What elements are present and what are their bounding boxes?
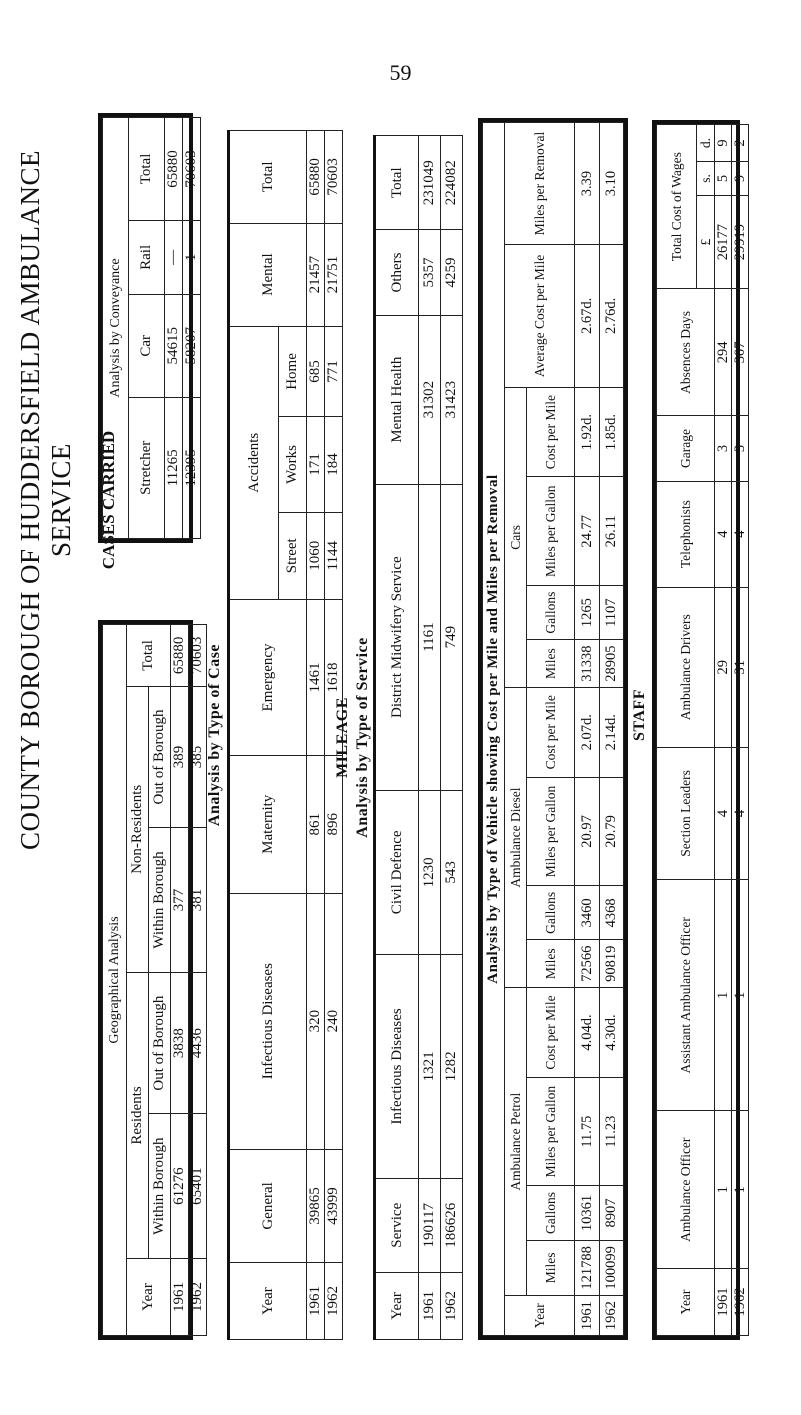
table-row: 1962 43999 240 896 1618 1144 184 771 21751 70603 xyxy=(324,131,342,1340)
page-title: COUNTY BOROUGH OF HUDDERSFIELD AMBULANCE SERVICE xyxy=(15,149,76,851)
table-row: 1961 1 1 4 29 4 3 294 26177 5 9 xyxy=(715,125,732,1336)
geographical-table xyxy=(98,620,205,1340)
col-total: Total xyxy=(127,625,171,687)
table-row: 1961 61276 3838 377 389 65880 xyxy=(171,625,189,1336)
page-subtitle: CASES CARRIED xyxy=(99,430,118,570)
table-row: 1962 100099 8907 11.23 4.30d. 90819 4368 20.79 2.14d. 28905 1107 26.11 1.85d. 2.76d. 3.10 xyxy=(599,123,624,1336)
mileage-subtitle: Analysis by Type of Service xyxy=(354,637,371,838)
miles-per-removal-header: Miles per Removal xyxy=(505,123,575,245)
col-nonres-out: Out of Borough xyxy=(149,686,171,827)
table-row: 1962 1 1 4 31 4 3 307 29919 9 2 xyxy=(732,125,749,1336)
group-cars: Cars xyxy=(505,387,527,687)
table-row: 1961 121788 10361 11.75 4.04d. 72566 3460 20.97 2.07d. 31338 1265 24.77 1.92d. 2.67d. 3.39 xyxy=(575,123,600,1336)
accidents-header: Accidents xyxy=(229,326,279,599)
type-of-case-title: Analysis by Type of Case xyxy=(206,643,223,827)
staff-title: STAFF xyxy=(631,689,648,741)
col-nonres-within: Within Borough xyxy=(149,828,171,973)
conveyance-table: Analysis by Conveyance Stretcher Car Rail Total 11265 54615 — 65880 12395 58207 1 70603 xyxy=(98,113,193,543)
mileage-table: MILEAGE Analysis by Type of Service Year Service Infectious Diseases Civil Defence District Midwifery Service Mental Health Others Total 1961 190117 1321 1230 1161 31302 5357 231049 1962 186626 1282 543 749 31423 4259 224082 xyxy=(333,135,465,1340)
group-diesel: Ambulance Diesel xyxy=(505,687,527,987)
table-row: 11265 54615 — 65880 xyxy=(165,118,183,539)
table-row: 1962 65401 4436 381 385 70603 xyxy=(188,625,206,1336)
type-of-case-table: Analysis by Type of Case Year General Infectious Diseases Maternity Emergency Accidents Mental Total Street Works Home 1961 39865 320 861 1461 1060 171 685 21457 65880 1962 43999 240 896 1618 1144 184 771 21751 70603 xyxy=(203,130,338,1340)
residents-header: Residents xyxy=(127,972,149,1258)
mileage-title: MILEAGE xyxy=(334,697,351,778)
table-row: 12395 58207 1 70603 xyxy=(182,118,200,539)
staff-table: Year Ambulance Officer Assistant Ambulance Officer Section Leaders Ambulance Drivers Telephonists Garage Absences Days Total Cost of Wages £ s. d. 1961 1 1 4 29 4 3 294 26177 5 9 1962 1 1 4 31 4 3 307 29919 9 2 xyxy=(652,120,740,1340)
table-row: 1962 186626 1282 543 749 31423 4259 224082 xyxy=(441,136,463,1340)
page-number: 59 xyxy=(389,60,412,85)
col-res-within: Within Borough xyxy=(149,1114,171,1259)
col-year: Year xyxy=(127,1259,171,1336)
geographical-title: Geographical Analysis xyxy=(103,625,127,1336)
col-res-out: Out of Borough xyxy=(149,972,171,1113)
group-petrol: Ambulance Petrol xyxy=(505,988,527,1296)
vehicle-title: Analysis by Type of Vehicle showing Cost per Mile and Miles per Removal xyxy=(483,123,505,1336)
table-row: 1961 190117 1321 1230 1161 31302 5357 231049 xyxy=(419,136,441,1340)
conveyance-title: Analysis by Conveyance xyxy=(103,118,129,539)
vehicle-table: Analysis by Type of Vehicle showing Cost per Mile and Miles per Removal Year Ambulance Petrol Ambulance Diesel Cars Average Cost per Mile Miles per Removal Miles Gallons Miles per Gallon Cost per Mile Miles Gallons Miles per Gallon Cost per Mile Miles Gallons Miles per Gallon Cost per Mile 1961 121788 10361 11.75 4.04d. 72566 3460 20.97 2.07d. 31338 1265 24.77 1.92d. 2.67d. 3.39 1962 100099 8907 11.23 4.30d. 90819 4368 20.79 2.14d. 28905 1107 26.11 1.85d. 2.76d. 3.10 xyxy=(478,118,628,1340)
non-residents-header: Non-Residents xyxy=(127,686,149,972)
table-row: 1961 39865 320 861 1461 1060 171 685 21457 65880 xyxy=(307,131,325,1340)
avg-cost-header: Average Cost per Mile xyxy=(505,245,575,388)
